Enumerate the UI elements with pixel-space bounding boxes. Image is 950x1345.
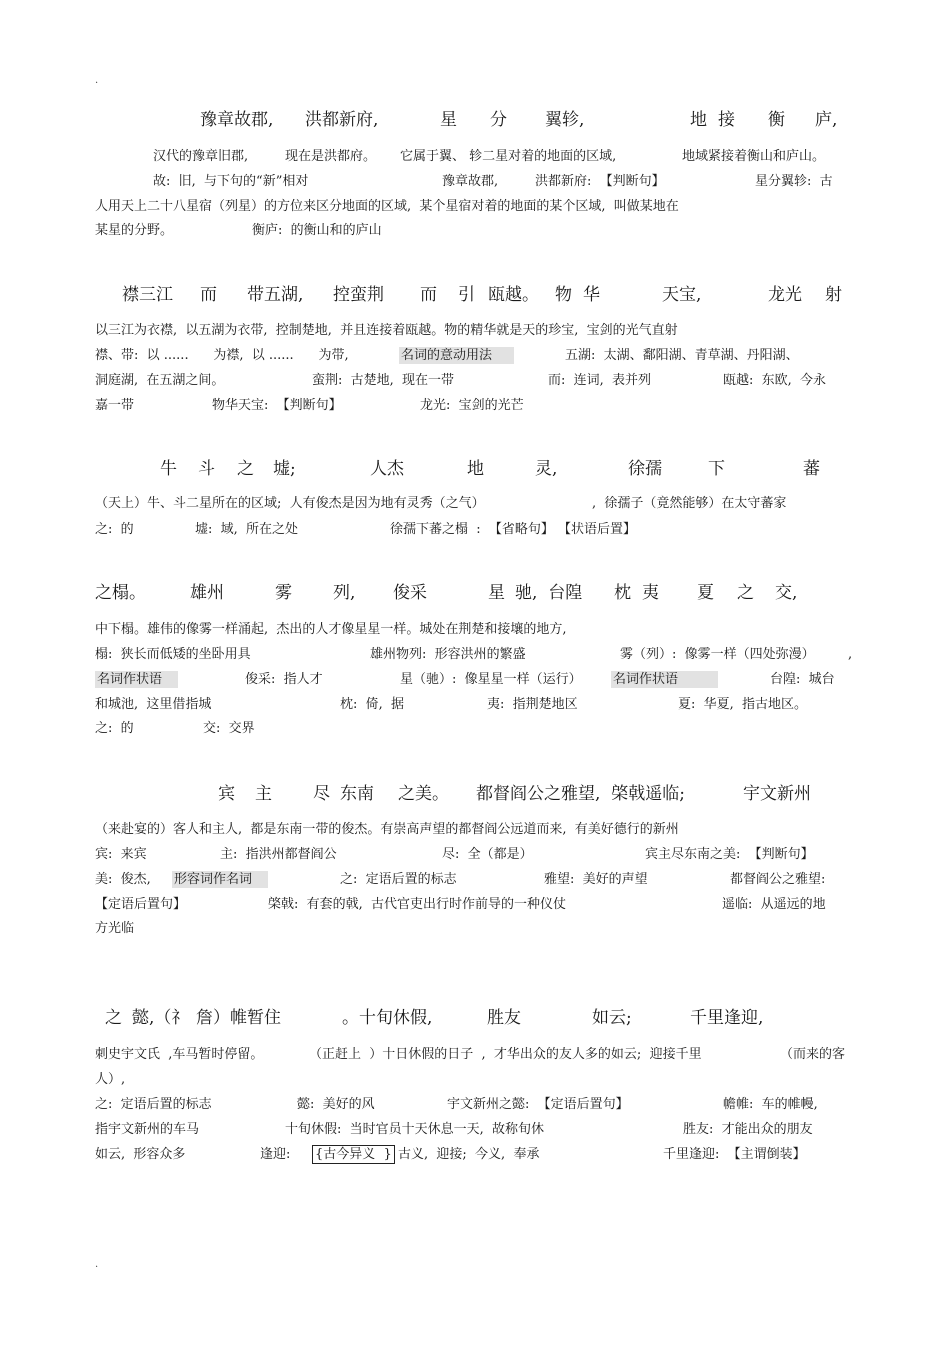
verse-segment: 之	[237, 459, 254, 479]
verse-segment: 华	[583, 285, 600, 305]
text-segment: 豫章故郡,	[442, 174, 499, 189]
text-segment: 宇文新州之懿: 【定语后置句】	[447, 1097, 629, 1112]
text-segment: 物华天宝: 【判断句】	[212, 398, 342, 413]
grammar-tag-highlight: 形容词作名词	[172, 871, 268, 888]
text-segment: 夷: 指荆楚地区	[487, 697, 578, 712]
note-text: 星（驰）: 像星星一样（运行）	[400, 672, 582, 687]
verse-segment: 射	[825, 285, 842, 305]
text-segment: 汉代的豫章旧郡,	[153, 149, 249, 164]
text-segment: 某星的分野。	[95, 223, 174, 238]
text-segment: 方光临	[95, 921, 135, 936]
text-segment: 夏: 华夏, 指古地区。	[678, 697, 808, 712]
text-segment: 刺史宇文氏 ,车马暂时停留。	[95, 1047, 264, 1062]
grammar-tag-highlight: 名词作状语	[611, 671, 718, 688]
verse-segment: 之美。	[398, 784, 449, 804]
verse-segment: 星	[440, 110, 457, 130]
verse-segment: 俊采	[393, 583, 427, 603]
text-segment: 瓯越: 东欧, 今永	[723, 373, 827, 388]
verse-segment: 墟;	[273, 459, 296, 479]
verse-segment: 交,	[775, 583, 798, 603]
verse-segment: 牛	[160, 459, 177, 479]
text-segment: 之: 定语后置的标志	[95, 1097, 212, 1112]
verse-segment: 接	[718, 110, 735, 130]
verse-segment: 地	[690, 110, 707, 130]
text-segment: （来赴宴的）客人和主人, 都是东南一带的俊杰。有崇高声望的都督阎公远道而来, 有美好德行的新州	[95, 822, 679, 837]
verse-segment: 控蛮荆	[333, 285, 384, 305]
verse-segment: 分	[490, 110, 507, 130]
verse-segment: 尽	[313, 784, 330, 804]
text-segment: （正赶上 ）十日休假的日子 , 才华出众的友人多的如云; 迎接千里	[309, 1047, 702, 1062]
note-text: 千里逢迎: 【主谓倒装】	[663, 1147, 806, 1162]
verse-segment: 而	[420, 285, 437, 305]
verse-segment: 带五湖,	[247, 285, 304, 305]
verse-segment: 翼轸,	[545, 110, 585, 130]
text-segment: （天上）牛、斗二星所在的区域; 人有俊杰是因为地有灵秀（之气）	[95, 496, 485, 511]
verse-segment: 东南	[340, 784, 374, 804]
verse-segment: 徐孺	[628, 459, 662, 479]
text-segment: 人用天上二十八星宿（列星）的方位来区分地面的区域, 某个星宿对着的地面的某个区域, 叫做某地在	[95, 199, 679, 214]
verse-segment: 枕	[614, 583, 631, 603]
note-text: 五湖: 太湖、鄱阳湖、青草湖、丹阳湖、	[565, 348, 799, 363]
verse-segment: 而	[200, 285, 217, 305]
verse-segment: 下	[708, 459, 725, 479]
text-segment: 洪都新府: 【判断句】	[535, 174, 665, 189]
verse-segment: 雄州	[190, 583, 224, 603]
verse-segment: 引	[458, 285, 475, 305]
verse-segment: 洪都新府,	[305, 110, 379, 130]
verse-segment: 星	[488, 583, 505, 603]
verse-segment: 宇文新州	[743, 784, 811, 804]
verse-segment: 列,	[333, 583, 356, 603]
text-segment: 雾（列）: 像雾一样（四处弥漫）	[620, 647, 815, 662]
text-segment: 人）,	[95, 1072, 126, 1087]
verse-segment: 斗	[198, 459, 215, 479]
verse-segment: 如云;	[592, 1008, 632, 1028]
text-segment: 胜友: 才能出众的朋友	[683, 1122, 813, 1137]
text-segment: 它属于翼、 轸二星对着的地面的区域,	[400, 149, 617, 164]
verse-segment: 懿,（礻	[132, 1008, 189, 1028]
note-text: 雅望: 美好的声望	[544, 872, 648, 887]
text-segment: 衡庐: 的衡山和的庐山	[252, 223, 382, 238]
text-segment: 棨戟: 有套的戟, 古代官吏出行时作前导的一种仪仗	[268, 897, 567, 912]
verse-segment: 龙光	[768, 285, 802, 305]
verse-segment: 襟三江	[122, 285, 173, 305]
text-segment: 龙光: 宝剑的光芒	[420, 398, 524, 413]
text-segment: 蛮荆: 古楚地, 现在一带	[312, 373, 455, 388]
note-text: 古义, 迎接; 今义, 奉承	[398, 1147, 540, 1162]
verse-segment: 宾	[218, 784, 235, 804]
text-segment: 而: 连词, 表并列	[548, 373, 652, 388]
text-segment: 枕: 倚, 据	[340, 697, 405, 712]
verse-segment: 之榻。	[95, 583, 146, 603]
verse-segment: 蕃	[803, 459, 820, 479]
verse-segment: 驰, 台隍	[515, 583, 583, 603]
text-segment: 十旬休假: 当时官员十天休息一天, 故称旬休	[285, 1122, 545, 1137]
verse-segment: 人杰	[370, 459, 404, 479]
verse-segment: 地	[467, 459, 484, 479]
text-segment: 洞庭湖, 在五湖之间。	[95, 373, 225, 388]
verse-segment: 夷	[642, 583, 659, 603]
verse-segment: 衡	[768, 110, 785, 130]
text-segment: 遥临: 从遥远的地	[722, 897, 826, 912]
verse-segment: 瓯越。	[488, 285, 539, 305]
verse-segment: 詹）帷暂住	[196, 1008, 281, 1028]
verse-segment: 主	[255, 784, 272, 804]
note-text: 台隍: 城台	[770, 672, 835, 687]
text-segment: ,	[848, 647, 853, 662]
verse-segment: 物	[555, 285, 572, 305]
text-segment: 尽: 全（都是）	[442, 847, 533, 862]
verse-segment: 之	[105, 1008, 122, 1028]
note-text: 美: 俊杰,	[95, 872, 151, 887]
text-segment: 故: 旧, 与下句的“新”相对	[153, 174, 309, 189]
note-text: 如云, 形容众多	[95, 1147, 186, 1162]
note-text: 襟、带: 以 ...... 为襟, 以 ...... 为带,	[95, 348, 349, 363]
verse-segment: 千里逢迎,	[690, 1008, 764, 1028]
note-text: 逢迎:	[260, 1147, 291, 1162]
text-segment: 中下榻。雄伟的像雾一样涌起, 杰出的人才像星星一样。城处在荆楚和接壤的地方,	[95, 622, 567, 637]
text-segment: 主: 指洪州都督阎公	[220, 847, 337, 862]
note-text: 俊采: 指人才	[245, 672, 323, 687]
text-segment: 宾主尽东南之美: 【判断句】	[645, 847, 814, 862]
text-segment: 以三江为衣襟, 以五湖为衣带, 控制楚地, 并且连接着瓯越。物的精华就是天的珍宝, 宝剑的光气直射	[95, 323, 678, 338]
text-segment: 懿: 美好的风	[297, 1097, 375, 1112]
text-segment: 墟: 域, 所在之处	[195, 522, 299, 537]
text-segment: 之: 的	[95, 522, 134, 537]
text-segment: 指宇文新州的车马	[95, 1122, 200, 1137]
text-segment: 现在是洪都府。	[285, 149, 377, 164]
text-segment: , 徐孺子（竟然能够）在太守蕃家	[592, 496, 787, 511]
verse-segment: 天宝,	[662, 285, 702, 305]
page-mark-bottom: .	[95, 1259, 99, 1270]
verse-segment: 庐,	[815, 110, 838, 130]
verse-segment: 雾	[275, 583, 292, 603]
boxed-term: {古今异义 }	[312, 1145, 395, 1164]
page-mark-top: .	[95, 75, 99, 86]
verse-segment: 豫章故郡,	[200, 110, 274, 130]
text-segment: 星分翼轸: 古	[755, 174, 833, 189]
verse-segment: 之	[737, 583, 754, 603]
text-segment: 幨帷: 车的帷幔,	[723, 1097, 818, 1112]
text-segment: 榻: 狭长而低矮的坐卧用具	[95, 647, 251, 662]
verse-segment: 夏	[697, 583, 714, 603]
text-segment: 和城池, 这里借指城	[95, 697, 212, 712]
grammar-tag-highlight: 名词作状语	[95, 671, 178, 688]
note-text: 都督阎公之雅望:	[730, 872, 826, 887]
text-segment: 宾: 来宾	[95, 847, 147, 862]
text-segment: 之: 的	[95, 721, 134, 736]
text-segment: （而来的客	[780, 1047, 846, 1062]
verse-segment: 。十旬休假,	[342, 1008, 433, 1028]
text-segment: 嘉一带	[95, 398, 135, 413]
verse-segment: 都督阎公之雅望, 棨戟遥临;	[476, 784, 685, 804]
verse-segment: 胜友	[487, 1008, 521, 1028]
grammar-tag-highlight: 名词的意动用法	[399, 347, 514, 364]
text-segment: 徐孺下蕃之榻 : 【省略句】 【状语后置】	[390, 522, 637, 537]
verse-segment: 灵,	[535, 459, 558, 479]
text-segment: 地域紧接着衡山和庐山。	[682, 149, 826, 164]
note-text: 之: 定语后置的标志	[340, 872, 457, 887]
text-segment: 交: 交界	[203, 721, 255, 736]
text-segment: 【定语后置句】	[95, 897, 187, 912]
text-segment: 雄州物列: 形容洪州的繁盛	[370, 647, 526, 662]
